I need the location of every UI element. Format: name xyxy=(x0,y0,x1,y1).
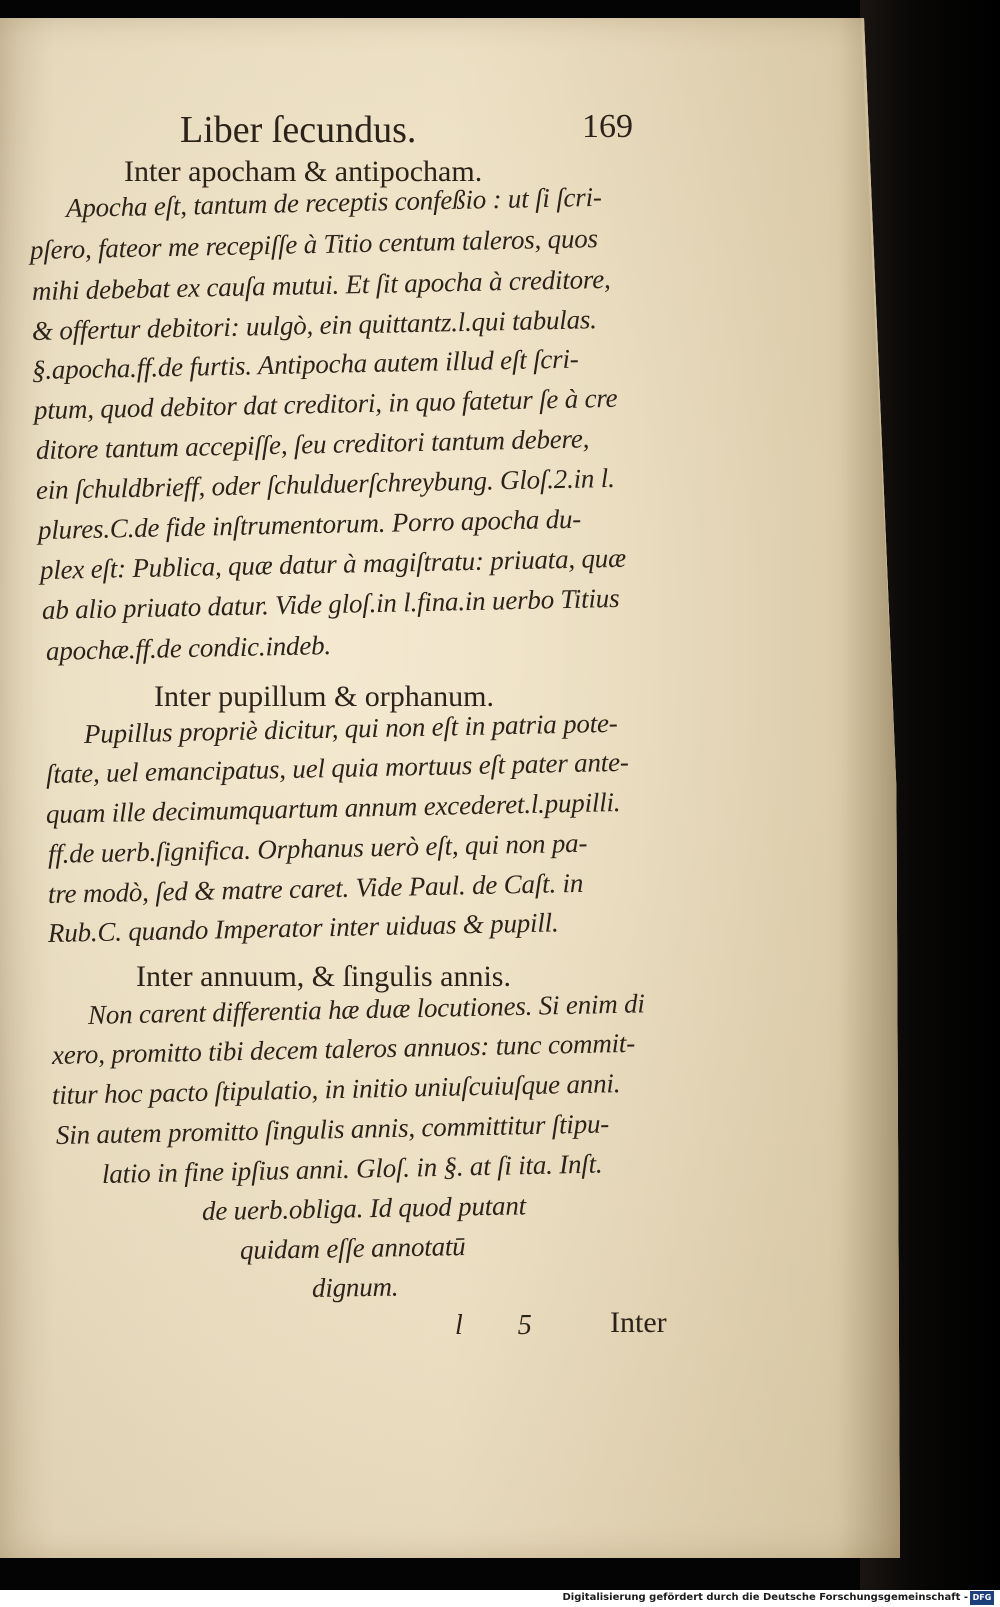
text-line: tre modò, ſed & matre caret. Vide Paul. de Caſt. in xyxy=(47,867,584,909)
text-line: ab alio priuato datur. Vide gloſ.in l.fina.in uerbo Titius xyxy=(41,582,620,625)
signature-mark: l 5 xyxy=(455,1310,556,1341)
text-line: ff.de uerb.ſignifica. Orphanus uerò eſt, qui non pa- xyxy=(47,827,588,869)
text-line: Apocha eſt, tantum de receptis confeßio : ut ſi ſcri- xyxy=(65,181,602,223)
text-line: ein ſchuldbrieff, oder ſchulduerſchreybung. Gloſ.2.in l. xyxy=(35,462,615,505)
text-line: titur hoc pacto ſtipulatio, in initio uniuſcuiuſque anni. xyxy=(51,1068,621,1110)
text-line: & offertur debitori: uulgò, ein quittantz.l.qui tabulas. xyxy=(31,304,597,346)
text-line: xero, promitto tibi decem taleros annuos: tunc commit- xyxy=(51,1027,636,1070)
text-line: latio in fine ipſius anni. Gloſ. in §. at ſi ita. Inſt. xyxy=(101,1148,603,1189)
text-line: Sin autem promitto ſingulis annis, committitur ſtipu- xyxy=(55,1108,610,1150)
section-heading: Inter annuum, & ſingulis annis. xyxy=(136,960,511,993)
text-line: Non carent differentia hæ duæ locutiones. Si enim di xyxy=(87,988,645,1030)
text-line: de uerb.obliga. Id quod putant xyxy=(201,1190,527,1226)
text-line: plex eſt: Publica, quæ datur à magiſtratu: priuata, quæ xyxy=(39,542,627,585)
text-line: Rub.C. quando Imperator inter uiduas & pupill. xyxy=(47,907,559,948)
running-title: Liber ſecundus. xyxy=(180,109,417,151)
text-line: apochæ.ff.de condic.indeb. xyxy=(45,630,332,666)
text-line: pſero, fateor me recepiſſe à Titio centum taleros, quos xyxy=(29,223,599,265)
dfg-logo: DFG xyxy=(970,1591,994,1605)
text-line: quidam eſſe annotatū xyxy=(239,1231,466,1265)
text-line: plures.C.de fide inſtrumentorum. Porro apocha du- xyxy=(37,503,582,545)
funding-credit: Digitalisierung gefördert durch die Deutsche Forschungsgemeinschaft - xyxy=(562,1592,968,1603)
catchword: Inter xyxy=(610,1306,667,1339)
text-line: ptum, quod debitor dat creditori, in quo fatetur ſe à cre xyxy=(33,382,618,425)
page-number: 169 xyxy=(582,108,633,145)
text-line: ſtate, uel emancipatus, uel quia mortuus eſt pater ante- xyxy=(45,746,629,789)
section-heading: Inter pupillum & orphanum. xyxy=(154,680,494,713)
text-line: Pupillus propriè dicitur, qui non eſt in patria pote- xyxy=(83,707,618,749)
text-line: dignum. xyxy=(311,1271,399,1303)
section-heading: Inter apocham & antipocham. xyxy=(124,155,483,188)
text-line: mihi debebat ex cauſa mutui. Et ſit apocha à creditore, xyxy=(31,263,611,306)
text-line: §.apocha.ff.de furtis. Antipocha autem illud eſt ſcri- xyxy=(31,343,579,385)
text-line: ditore tantum accepiſſe, ſeu creditori tantum debere, xyxy=(35,423,590,465)
text-line: quam ille decimumquartum annum excederet.l.pupilli. xyxy=(45,786,621,829)
